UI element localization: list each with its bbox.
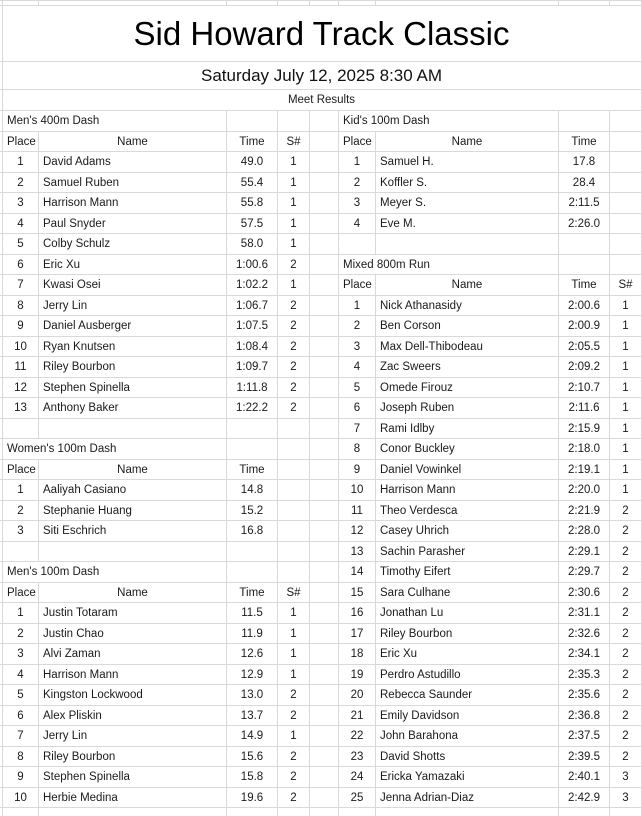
result-time: 19.6 xyxy=(240,791,264,804)
column-header-time: Time xyxy=(571,279,597,291)
result-time: 2:11.6 xyxy=(568,402,600,414)
result-place: 6 xyxy=(17,709,24,722)
result-time: 1:22.2 xyxy=(236,402,268,414)
result-name: Zac Sweers xyxy=(380,361,441,373)
result-time: 2:36.8 xyxy=(568,709,600,722)
result-seed: 1 xyxy=(622,402,629,414)
result-seed: 1 xyxy=(290,668,297,681)
result-place: 3 xyxy=(353,340,361,353)
result-time: 2:19.1 xyxy=(568,463,600,476)
result-seed: 2 xyxy=(622,607,629,619)
result-time: 1:08.4 xyxy=(236,340,268,353)
result-name: Harrison Mann xyxy=(380,484,456,496)
result-name: Kwasi Osei xyxy=(43,279,101,291)
result-name: David Shotts xyxy=(380,750,446,763)
result-seed: 1 xyxy=(290,648,297,660)
result-time: 2:31.1 xyxy=(568,607,600,619)
result-name: Samuel H. xyxy=(380,156,434,168)
result-name: Jerry Lin xyxy=(43,299,88,312)
result-name: Siti Eschrich xyxy=(43,525,107,537)
result-seed: 2 xyxy=(290,299,297,312)
result-place: 14 xyxy=(350,566,364,578)
result-seed: 1 xyxy=(622,340,629,353)
result-name: Paul Snyder xyxy=(43,217,106,230)
result-name: Harrison Mann xyxy=(43,197,119,209)
result-seed: 2 xyxy=(290,771,297,783)
result-name: Omede Firouz xyxy=(380,381,453,394)
result-place: 16 xyxy=(350,607,364,619)
result-seed: 3 xyxy=(622,791,629,804)
result-time: 15.2 xyxy=(240,504,264,517)
column-header-place: Place xyxy=(7,135,36,148)
result-seed: 2 xyxy=(290,791,297,804)
result-time: 1:00.6 xyxy=(236,258,268,271)
column-header-time: Time xyxy=(239,135,265,148)
result-seed: 2 xyxy=(622,586,629,599)
result-place: 20 xyxy=(350,689,364,701)
result-time: 2:18.0 xyxy=(568,443,600,455)
result-seed: 2 xyxy=(290,340,297,353)
column-header-time: Time xyxy=(239,586,265,599)
result-place: 17 xyxy=(350,627,364,640)
column-header-place: Place xyxy=(343,279,372,291)
result-name: Rebecca Saunder xyxy=(380,689,473,701)
result-seed: 2 xyxy=(290,689,297,701)
result-place: 8 xyxy=(353,443,361,455)
result-seed: 2 xyxy=(622,525,629,537)
result-place: 9 xyxy=(17,320,24,332)
result-name: Alex Pliskin xyxy=(43,709,102,722)
result-time: 2:21.9 xyxy=(568,504,600,517)
result-place: 5 xyxy=(17,238,24,250)
result-name: Ericka Yamazaki xyxy=(380,771,465,783)
result-place: 7 xyxy=(17,279,24,291)
result-name: Ryan Knutsen xyxy=(43,340,116,353)
result-time: 12.6 xyxy=(240,648,264,660)
result-time: 14.9 xyxy=(240,730,264,742)
meet-date: Saturday July 12, 2025 8:30 AM xyxy=(201,66,442,85)
result-time: 2:34.1 xyxy=(568,648,600,660)
result-time: 2:29.1 xyxy=(568,545,600,558)
result-seed: 1 xyxy=(290,217,297,230)
column-header-name: Name xyxy=(117,135,148,148)
result-time: 1:09.7 xyxy=(236,361,268,373)
result-name: Koffler S. xyxy=(380,176,428,189)
result-time: 1:11.8 xyxy=(236,381,268,394)
result-name: Daniel Vowinkel xyxy=(380,463,462,476)
result-seed: 1 xyxy=(622,320,629,332)
result-name: Rami Idlby xyxy=(380,422,435,435)
result-seed: 1 xyxy=(290,156,297,168)
result-seed: 1 xyxy=(622,422,629,435)
result-time: 14.8 xyxy=(240,484,264,496)
result-name: Eric Xu xyxy=(380,648,418,660)
result-name: Conor Buckley xyxy=(380,443,455,455)
result-place: 22 xyxy=(350,730,364,742)
result-name: Emily Davidson xyxy=(380,709,460,722)
result-place: 3 xyxy=(353,197,361,209)
result-time: 2:00.6 xyxy=(568,299,600,312)
result-name: Riley Bourbon xyxy=(380,627,453,640)
result-place: 2 xyxy=(353,320,361,332)
column-header-place: Place xyxy=(7,586,36,599)
result-name: Timothy Eifert xyxy=(380,566,451,578)
result-time: 2:11.5 xyxy=(568,197,600,209)
result-name: Theo Verdesca xyxy=(380,504,458,517)
result-place: 7 xyxy=(17,730,24,742)
result-seed: 1 xyxy=(290,627,297,640)
event-title: Kid's 100m Dash xyxy=(343,115,430,127)
result-place: 9 xyxy=(17,771,24,783)
result-place: 13 xyxy=(14,402,27,414)
grid-line xyxy=(0,0,642,1)
result-place: 11 xyxy=(351,504,363,517)
result-seed: 1 xyxy=(290,730,297,742)
event-title: Women's 100m Dash xyxy=(7,443,117,455)
result-name: Joseph Ruben xyxy=(380,402,455,414)
result-seed: 2 xyxy=(290,402,297,414)
result-name: Casey Uhrich xyxy=(380,525,450,537)
result-time: 58.0 xyxy=(240,238,264,250)
result-place: 4 xyxy=(353,361,361,373)
result-seed: 2 xyxy=(622,668,629,681)
result-time: 15.8 xyxy=(240,771,264,783)
result-seed: 1 xyxy=(622,361,629,373)
result-place: 4 xyxy=(17,217,24,230)
column-header-time: Time xyxy=(571,135,597,148)
result-place: 24 xyxy=(350,771,364,783)
result-time: 11.5 xyxy=(241,607,263,619)
result-seed: 2 xyxy=(622,689,629,701)
result-seed: 2 xyxy=(622,709,629,722)
result-place: 8 xyxy=(17,299,24,312)
result-place: 3 xyxy=(17,525,24,537)
result-time: 2:15.9 xyxy=(568,422,600,435)
result-time: 2:05.5 xyxy=(568,340,600,353)
column-header-time: Time xyxy=(239,463,265,476)
result-seed: 2 xyxy=(622,566,629,578)
result-name: Perdro Astudillo xyxy=(380,668,461,681)
result-name: Riley Bourbon xyxy=(43,361,116,373)
result-seed: 2 xyxy=(290,320,297,332)
result-place: 18 xyxy=(350,648,364,660)
result-time: 2:35.3 xyxy=(568,668,600,681)
result-place: 23 xyxy=(350,750,364,763)
column-header-name: Name xyxy=(451,135,483,148)
result-seed: 1 xyxy=(622,484,629,496)
result-name: John Barahona xyxy=(380,730,459,742)
result-time: 2:20.0 xyxy=(568,484,600,496)
result-time: 1:07.5 xyxy=(236,320,268,332)
result-time: 57.5 xyxy=(240,217,264,230)
column-header-name: Name xyxy=(451,279,483,291)
result-time: 1:02.2 xyxy=(236,279,268,291)
result-place: 4 xyxy=(353,217,361,230)
result-place: 12 xyxy=(350,525,364,537)
result-seed: 2 xyxy=(622,648,629,660)
result-time: 17.8 xyxy=(572,156,596,168)
result-time: 2:00.9 xyxy=(568,320,600,332)
result-seed: 1 xyxy=(622,443,629,455)
result-time: 55.8 xyxy=(240,197,264,209)
result-time: 2:28.0 xyxy=(568,525,600,537)
result-name: Meyer S. xyxy=(380,197,427,209)
result-time: 11.9 xyxy=(241,627,263,640)
result-seed: 2 xyxy=(290,750,297,763)
result-time: 15.6 xyxy=(240,750,264,763)
result-time: 2:09.2 xyxy=(568,361,600,373)
result-place: 21 xyxy=(350,709,364,722)
result-seed: 1 xyxy=(622,299,629,312)
result-place: 25 xyxy=(350,791,364,804)
result-place: 7 xyxy=(353,422,361,435)
result-place: 19 xyxy=(350,668,364,681)
result-name: Ben Corson xyxy=(380,320,441,332)
result-place: 6 xyxy=(353,402,361,414)
result-seed: 2 xyxy=(290,381,297,394)
result-time: 2:26.0 xyxy=(568,217,600,230)
result-name: Max Dell-Thibodeau xyxy=(380,340,483,353)
result-name: Kingston Lockwood xyxy=(43,689,143,701)
result-seed: 1 xyxy=(622,463,629,476)
result-place: 4 xyxy=(17,668,24,681)
result-place: 3 xyxy=(17,648,24,660)
result-name: Eric Xu xyxy=(43,258,81,271)
result-name: Stephen Spinella xyxy=(43,771,130,783)
result-place: 15 xyxy=(350,586,364,599)
result-time: 2:40.1 xyxy=(568,771,600,783)
result-time: 2:37.5 xyxy=(568,730,600,742)
result-name: Jerry Lin xyxy=(43,730,88,742)
result-seed: 1 xyxy=(290,176,297,189)
result-name: Alvi Zaman xyxy=(43,648,101,660)
result-seed: 2 xyxy=(622,504,629,517)
result-seed: 3 xyxy=(622,771,629,783)
result-name: Anthony Baker xyxy=(43,402,119,414)
result-place: 5 xyxy=(353,381,361,394)
column-header-place: Place xyxy=(7,463,36,476)
result-place: 1 xyxy=(353,299,361,312)
result-place: 13 xyxy=(350,545,364,558)
result-place: 6 xyxy=(17,258,24,271)
result-name: Colby Schulz xyxy=(43,238,111,250)
result-place: 8 xyxy=(17,750,24,763)
result-seed: 1 xyxy=(290,279,297,291)
result-place: 2 xyxy=(17,627,24,640)
result-time: 16.8 xyxy=(240,525,264,537)
result-place: 2 xyxy=(17,176,24,189)
column-header-seed: S# xyxy=(286,586,301,599)
result-seed: 2 xyxy=(622,627,629,640)
result-place: 10 xyxy=(14,791,27,804)
column-header-place: Place xyxy=(343,135,372,148)
result-name: Nick Athanasidy xyxy=(380,299,462,312)
result-place: 1 xyxy=(17,484,24,496)
result-place: 5 xyxy=(17,689,24,701)
result-place: 2 xyxy=(17,504,24,517)
result-time: 28.4 xyxy=(572,176,596,189)
result-time: 13.0 xyxy=(240,689,264,701)
result-name: Stephen Spinella xyxy=(43,381,130,394)
event-title: Mixed 800m Run xyxy=(343,258,430,271)
result-name: Jonathan Lu xyxy=(380,607,444,619)
result-place: 1 xyxy=(17,156,24,168)
result-place: 10 xyxy=(14,340,27,353)
result-name: Justin Totaram xyxy=(43,607,118,619)
result-time: 12.9 xyxy=(240,668,264,681)
result-seed: 2 xyxy=(622,730,629,742)
result-place: 9 xyxy=(353,463,361,476)
result-time: 2:10.7 xyxy=(568,381,600,394)
result-seed: 1 xyxy=(290,197,297,209)
result-time: 2:35.6 xyxy=(568,689,600,701)
event-title: Men's 400m Dash xyxy=(7,115,100,127)
result-name: Eve M. xyxy=(380,217,416,230)
result-seed: 1 xyxy=(290,607,297,619)
result-seed: 2 xyxy=(622,750,629,763)
grid-line xyxy=(309,110,310,816)
result-name: Daniel Ausberger xyxy=(43,320,132,332)
result-time: 55.4 xyxy=(240,176,264,189)
result-name: Jenna Adrian-Diaz xyxy=(380,791,474,804)
column-header-seed: S# xyxy=(618,279,633,291)
result-time: 2:32.6 xyxy=(568,627,600,640)
result-name: Sara Culhane xyxy=(380,586,451,599)
result-name: Sachin Parasher xyxy=(380,545,466,558)
result-time: 2:30.6 xyxy=(568,586,600,599)
result-name: David Adams xyxy=(43,156,111,168)
column-header-name: Name xyxy=(117,586,148,599)
result-name: Aaliyah Casiano xyxy=(43,484,127,496)
result-seed: 2 xyxy=(290,709,297,722)
event-title: Men's 100m Dash xyxy=(7,566,100,578)
result-time: 2:42.9 xyxy=(568,791,600,804)
result-place: 10 xyxy=(350,484,364,496)
result-time: 2:39.5 xyxy=(568,750,600,763)
result-seed: 2 xyxy=(290,258,297,271)
result-seed: 1 xyxy=(622,381,629,394)
result-time: 1:06.7 xyxy=(236,299,268,312)
result-place: 3 xyxy=(17,197,24,209)
result-seed: 2 xyxy=(290,361,297,373)
result-place: 1 xyxy=(17,607,24,619)
column-header-seed: S# xyxy=(286,135,301,148)
result-seed: 2 xyxy=(622,545,629,558)
result-name: Justin Chao xyxy=(43,627,104,640)
result-time: 49.0 xyxy=(240,156,264,168)
result-time: 2:29.7 xyxy=(568,566,600,578)
result-time: 13.7 xyxy=(240,709,264,722)
result-name: Harrison Mann xyxy=(43,668,119,681)
result-place: 2 xyxy=(353,176,361,189)
result-name: Stephanie Huang xyxy=(43,504,132,517)
result-name: Samuel Ruben xyxy=(43,176,120,189)
page-title: Sid Howard Track Classic xyxy=(133,15,510,52)
result-name: Herbie Medina xyxy=(43,791,118,804)
result-place: 1 xyxy=(353,156,361,168)
result-seed: 1 xyxy=(290,238,297,250)
column-header-name: Name xyxy=(117,463,148,476)
meet-results-label: Meet Results xyxy=(287,94,356,106)
result-name: Riley Bourbon xyxy=(43,750,116,763)
result-place: 11 xyxy=(14,361,27,373)
result-place: 12 xyxy=(14,381,27,394)
